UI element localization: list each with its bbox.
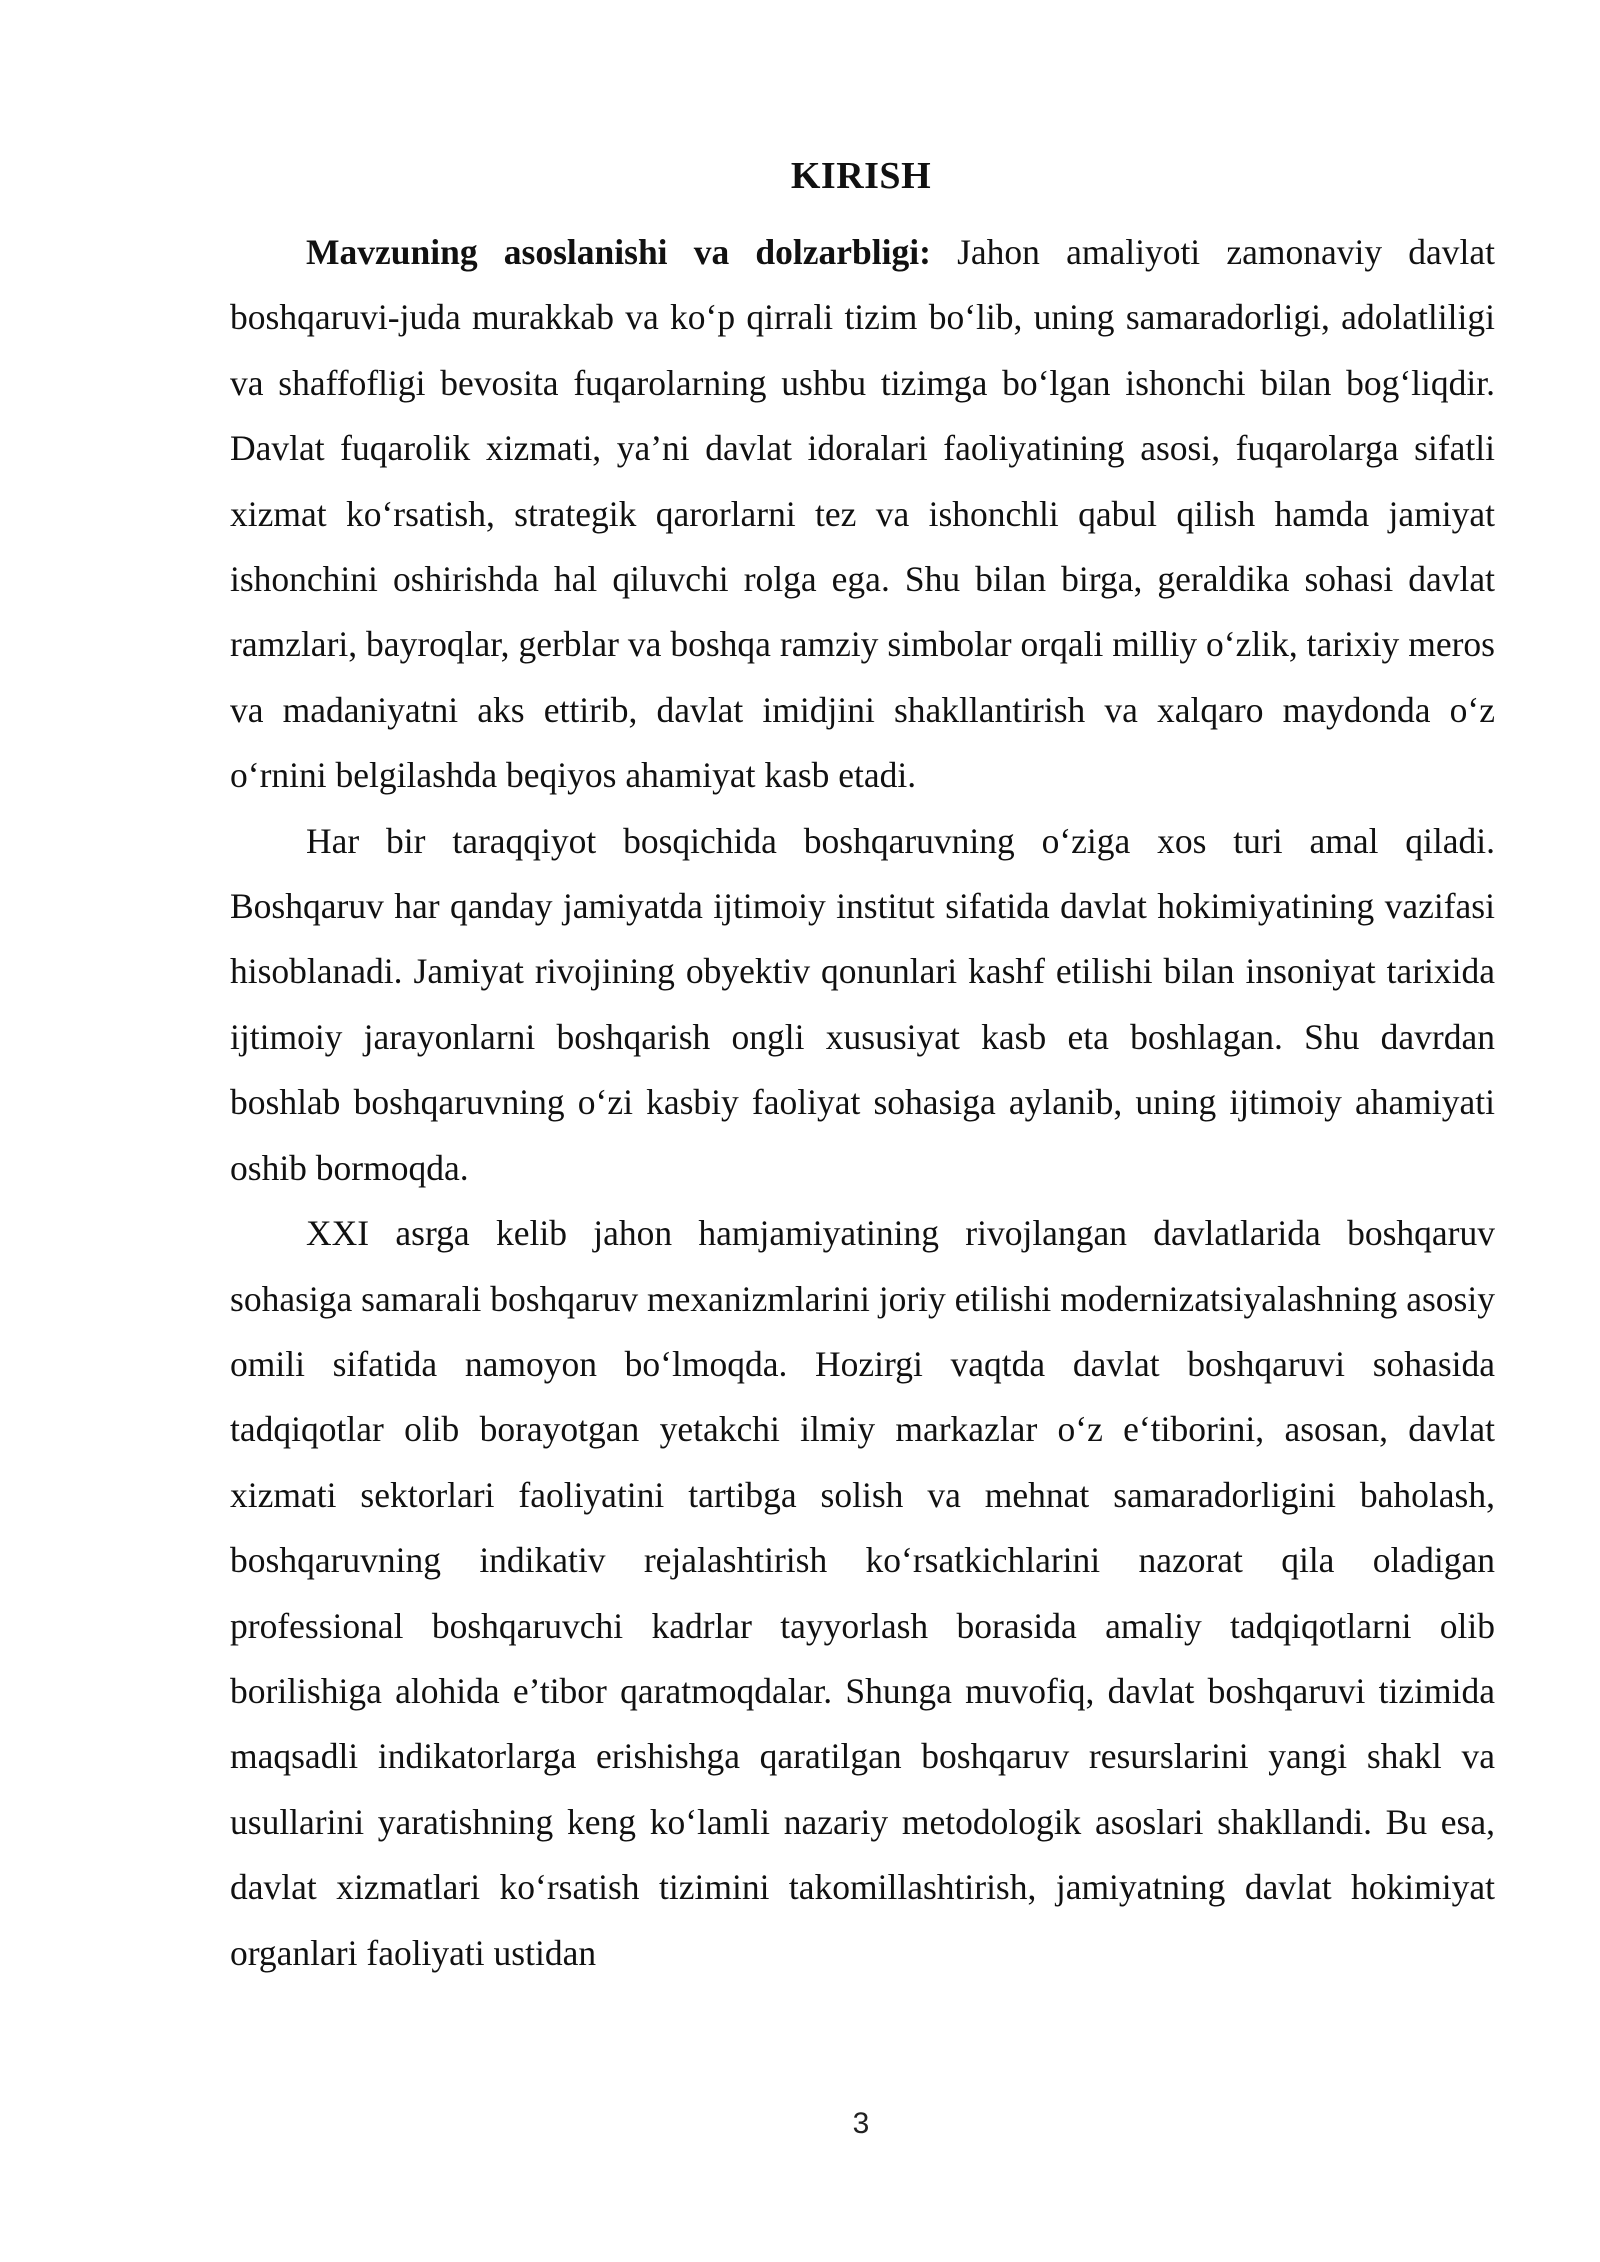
page-number: 3 [852,2107,870,2140]
paragraph-management-stages [230,809,1495,1201]
paragraph-text: Jahon amaliyoti zamonaviy davlat boshqaruvi-juda murakkab va ko‘p qirrali tizim bo‘lib, uning samaradorligi, adolatliligi va shaffofligi bevosita fuqarolarning ushbu tizimga bo‘lgan ishonchi bilan bog‘liqdir. Davlat fuqarolik xizmati, ya’ni davlat idoralari faoliyatining asosi, fuqarolarga sifatli xizmat ko‘rsatish, strategik qarorlarni tez va ishonchli qabul qilish hamda jamiyat ishonchini oshirishda hal qiluvchi rolga ega. Shu bilan birga, geraldika sohasi davlat ramzlari, bayroqlar, gerblar va boshqa ramziy simbolar orqali milliy o‘zlik, tarixiy meros va madaniyatni aks ettirib, davlat imidjini shakllantirish va xalqaro maydonda o‘z o‘rnini belgilashda beqiyos ahamiyat kasb etadi. [230,232,1495,796]
section-title: KIRISH [790,155,932,197]
paragraph-text: Har bir taraqqiyot bosqichida boshqaruvning o‘ziga xos turi amal qiladi. Boshqaruv har qanday jamiyatda ijtimoiy institut sifatida davlat hokimiyatining vazifasi hisoblanadi. Jamiyat rivojining obyektiv qonunlari kashf etilishi bilan insoniyat tarixida ijtimoiy jarayonlarni boshqarish ongli xususiyat kasb eta boshlagan. Shu davrdan boshlab boshqaruvning o‘zi kasbiy faoliyat sohasiga aylanib, uning ijtimoiy ahamiyati oshib bormoqda. [230,820,1495,1188]
paragraph-lead: Mavzuning asoslanishi va dolzarbligi: [306,232,931,272]
paragraph-text: XXI asrga kelib jahon hamjamiyatining rivojlangan davlatlarida boshqaruv sohasiga samarali boshqaruv mexanizmlarini joriy etilishi modernizatsiyalashning asosiy omili sifatida namoyon bo‘lmoqda. Hozirgi vaqtda davlat boshqaruvi sohasida tadqiqotlar olib borayotgan yetakchi ilmiy markazlar o‘z e‘tiborini, asosan, davlat xizmati sektorlari faoliyatini tartibga solish va mehnat samaradorligini baholash, boshqaruvning indikativ rejalashtirish ko‘rsatkichlarini nazorat qila oladigan professional boshqaruvchi kadrlar tayyorlash borasida amaliy tadqiqotlarni olib borilishiga alohida e’tibor qaratmoqdalar. Shunga muvofiq, davlat boshqaruvi tizimida maqsadli indikatorlarga erishishga qaratilgan boshqaruv resurslarini yangi shakl va usullarini yaratishning keng ko‘lamli nazariy metodologik asoslari shakllandi. Bu esa, davlat xizmatlari ko‘rsatish tizimini takomillashtirish, jamiyatning davlat hokimiyat organlari faoliyati ustidan [230,1213,1495,1973]
body-text [230,220,1495,1986]
paragraph-21st-century [230,1201,1495,1986]
paragraph-relevance [230,220,1495,809]
